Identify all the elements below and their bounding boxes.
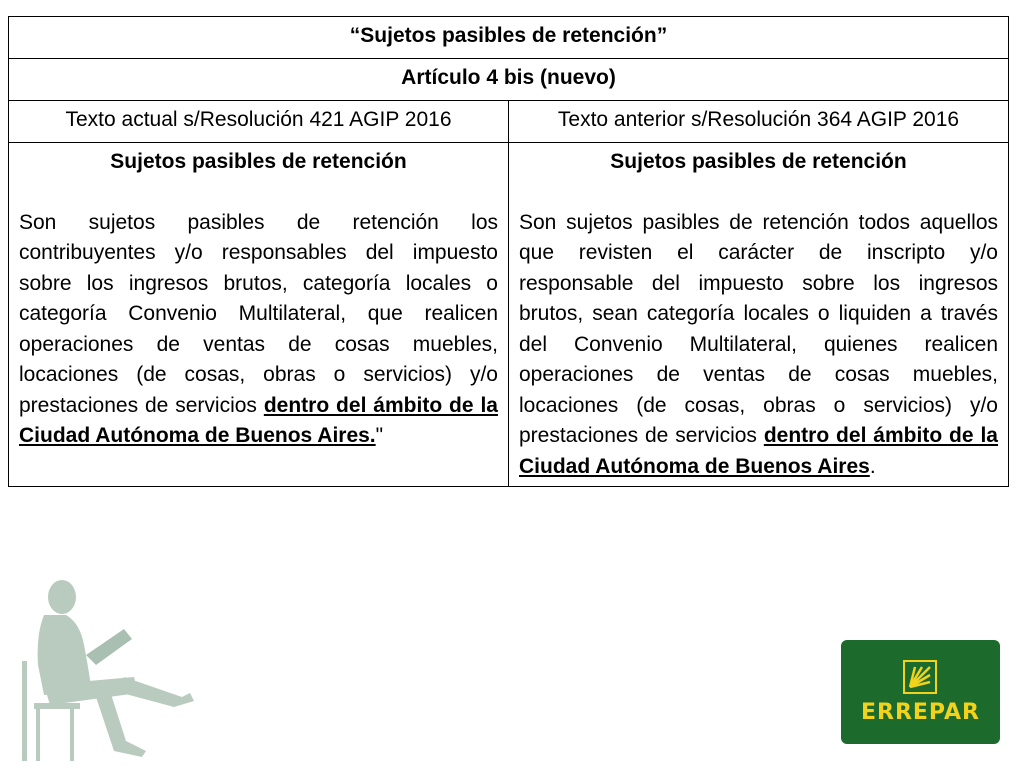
logo-text: ERREPAR bbox=[860, 700, 980, 725]
subtitle-row bbox=[9, 59, 1009, 101]
left-spacer bbox=[19, 178, 498, 208]
left-body-plain: Son sujetos pasibles de retención los contribuyentes y/o responsables del impuesto sobre los ingresos brutos, categoría locales o categoría Convenio Multilateral, que realicen operaciones de ventas de cosas muebles, locaciones (de cosas, obras o servicios) y/o prestaciones de servicios bbox=[19, 210, 498, 417]
left-body-end: " bbox=[375, 424, 384, 447]
right-column-body bbox=[509, 143, 1009, 487]
right-body-plain: Son sujetos pasibles de retención todos aquellos que revisten el carácter de inscripto y/o responsable del impuesto sobre los ingresos brutos, sean categoría locales o liquiden a través del Convenio Multilateral, quienes realicen operaciones de ventas de cosas muebles, locaciones (de cosas, obras o servicios) y/o prestaciones de servicios bbox=[519, 210, 998, 447]
right-body-emphasis: dentro del ámbito de la Ciudad Autónoma de Buenos Aires bbox=[519, 424, 998, 478]
table-title: “Sujetos pasibles de retención” bbox=[9, 17, 1009, 59]
left-column-body bbox=[9, 143, 509, 487]
title-row bbox=[9, 17, 1009, 59]
column-header-row bbox=[9, 101, 1009, 143]
left-body-emphasis: dentro del ámbito de la Ciudad Autónoma de Buenos Aires. bbox=[19, 393, 498, 447]
left-body-text bbox=[19, 208, 498, 452]
left-column-header: Texto actual s/Resolución 421 AGIP 2016 bbox=[9, 101, 509, 143]
comparison-table bbox=[8, 16, 1009, 487]
right-body-title: Sujetos pasibles de retención bbox=[610, 150, 907, 173]
errepar-logo bbox=[841, 640, 1000, 744]
body-row bbox=[9, 143, 1009, 487]
right-spacer bbox=[519, 178, 998, 208]
table-subtitle: Artículo 4 bis (nuevo) bbox=[9, 59, 1009, 101]
right-body-text bbox=[519, 208, 998, 483]
left-body-title: Sujetos pasibles de retención bbox=[110, 150, 407, 173]
sun-rays-icon bbox=[903, 660, 937, 694]
seated-reader-silhouette-icon bbox=[14, 565, 214, 765]
right-body-end: . bbox=[869, 454, 876, 478]
right-column-header: Texto anterior s/Resolución 364 AGIP 2016 bbox=[509, 101, 1009, 143]
